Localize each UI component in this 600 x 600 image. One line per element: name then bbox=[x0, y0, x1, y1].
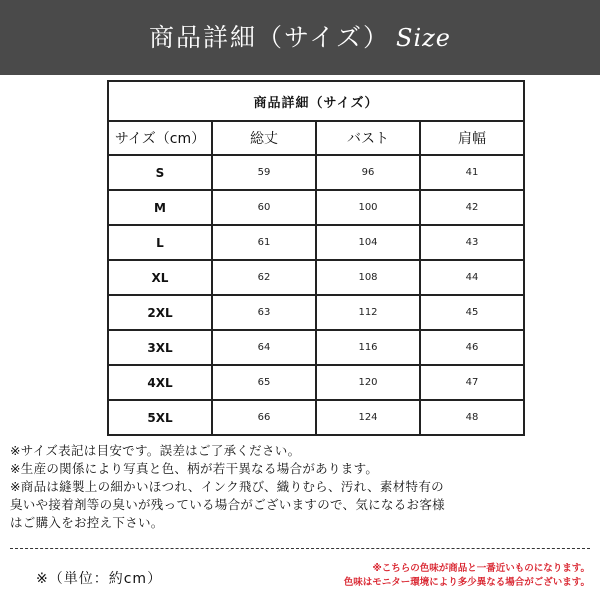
size-label: 4XL bbox=[108, 365, 212, 400]
bust-value: 124 bbox=[316, 400, 420, 435]
length-value: 60 bbox=[212, 190, 316, 225]
column-header-size: サイズ（cm） bbox=[108, 121, 212, 155]
size-label: XL bbox=[108, 260, 212, 295]
table-header-row bbox=[108, 121, 524, 155]
note-line: はご購入をお控え下さい。 bbox=[10, 515, 164, 530]
table-row bbox=[108, 190, 524, 225]
column-header-shoulder: 肩幅 bbox=[420, 121, 524, 155]
length-value: 66 bbox=[212, 400, 316, 435]
table-row bbox=[108, 295, 524, 330]
size-label: 5XL bbox=[108, 400, 212, 435]
shoulder-value: 42 bbox=[420, 190, 524, 225]
bust-value: 104 bbox=[316, 225, 420, 260]
shoulder-value: 48 bbox=[420, 400, 524, 435]
shoulder-value: 46 bbox=[420, 330, 524, 365]
column-header-length: 総丈 bbox=[212, 121, 316, 155]
color-note-line: ※こちらの色味が商品と一番近いものになります。 bbox=[372, 563, 590, 574]
length-value: 59 bbox=[212, 155, 316, 190]
table-row bbox=[108, 365, 524, 400]
size-label: 3XL bbox=[108, 330, 212, 365]
size-label: 2XL bbox=[108, 295, 212, 330]
shoulder-value: 41 bbox=[420, 155, 524, 190]
table-row bbox=[108, 400, 524, 435]
column-header-bust: バスト bbox=[316, 121, 420, 155]
size-label: M bbox=[108, 190, 212, 225]
banner-title-text: 商品詳細（サイズ） bbox=[149, 23, 391, 52]
table-title: 商品詳細（サイズ） bbox=[108, 81, 524, 121]
note-line: 臭いや接着剤等の臭いが残っている場合がございますので、気になるお客様 bbox=[10, 497, 445, 512]
table-title-row bbox=[108, 81, 524, 121]
bust-value: 100 bbox=[316, 190, 420, 225]
notes-block bbox=[10, 442, 590, 532]
length-value: 63 bbox=[212, 295, 316, 330]
bust-value: 96 bbox=[316, 155, 420, 190]
bust-value: 116 bbox=[316, 330, 420, 365]
color-note-line: 色味はモニター環境により多少異なる場合がございます。 bbox=[343, 577, 590, 588]
length-value: 62 bbox=[212, 260, 316, 295]
length-value: 64 bbox=[212, 330, 316, 365]
bust-value: 108 bbox=[316, 260, 420, 295]
note-line: ※生産の関係により写真と色、柄が若干異なる場合があります。 bbox=[10, 461, 379, 476]
shoulder-value: 44 bbox=[420, 260, 524, 295]
length-value: 61 bbox=[212, 225, 316, 260]
table-row bbox=[108, 330, 524, 365]
shoulder-value: 47 bbox=[420, 365, 524, 400]
shoulder-value: 43 bbox=[420, 225, 524, 260]
size-label: S bbox=[108, 155, 212, 190]
shoulder-value: 45 bbox=[420, 295, 524, 330]
table-row bbox=[108, 225, 524, 260]
table-row bbox=[108, 260, 524, 295]
table-row bbox=[108, 155, 524, 190]
note-line: ※サイズ表記は目安です。誤差はご了承ください。 bbox=[10, 443, 301, 458]
color-note bbox=[290, 562, 590, 590]
dashed-divider bbox=[10, 548, 590, 549]
bust-value: 112 bbox=[316, 295, 420, 330]
title-banner bbox=[0, 0, 600, 75]
unit-note: ※（単位：約cm） bbox=[36, 571, 163, 587]
bust-value: 120 bbox=[316, 365, 420, 400]
size-label: L bbox=[108, 225, 212, 260]
banner-title bbox=[0, 0, 600, 75]
length-value: 65 bbox=[212, 365, 316, 400]
note-line: ※商品は縫製上の細かいほつれ、インク飛び、織りむら、汚れ、素材特有の bbox=[10, 479, 444, 494]
banner-title-script: Size bbox=[396, 24, 451, 52]
size-table bbox=[107, 80, 525, 436]
